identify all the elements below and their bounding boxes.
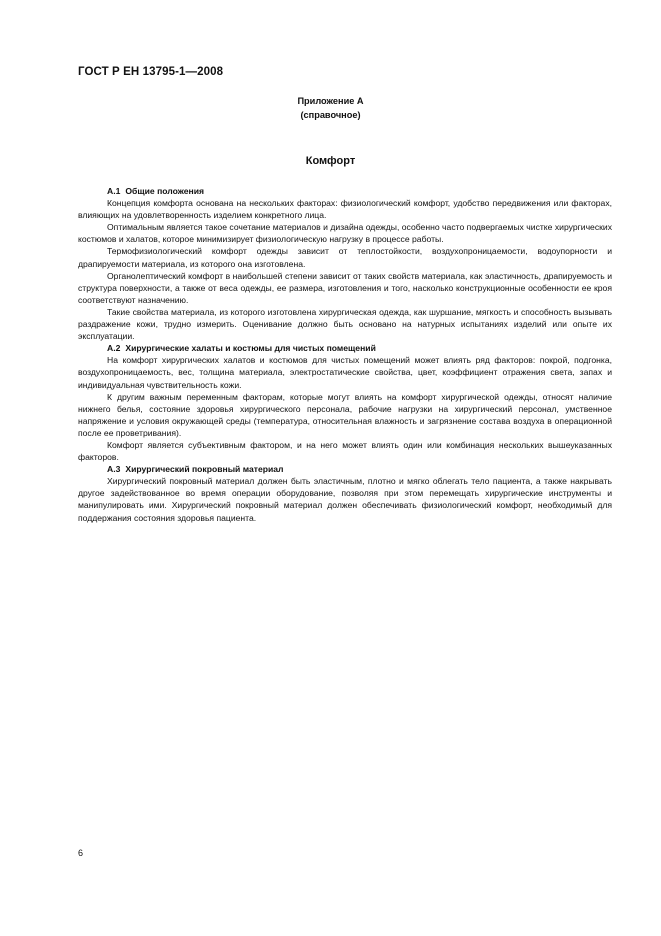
page-number: 6 [78,848,84,858]
section-heading [78,463,612,475]
paragraph: Такие свойства материала, из которого изготовлена хирургическая одежда, как шуршание, мягкость и способность вызывать раздражение кожи, трудно измерить. Оценивание должно быть основано на натурных испытаниях изделий или опыте их эксплуатации. [78,306,612,342]
section-heading [78,342,612,354]
section-heading-text: Общие положения [125,186,205,196]
paragraph: Хирургический покровный материал должен быть эластичным, плотно и мягко облегать тело пациента, а также накрывать другое задействованное во время операции оборудование, позволяя при этом перемещать хирургические инструменты и манипулировать ими. Хирургический покровный материал должен обеспечивать физиологический комфорт, необходимый для поддержания состояния здоровья пациента. [78,476,612,523]
annex-subtitle: (справочное) [300,110,361,120]
paragraph: Комфорт является субъективным фактором, и на него может влиять один или комбинация нескольких вышеуказанных факторов. [78,439,612,463]
section-number: А.3 [107,464,121,475]
section-title: Комфорт [305,155,356,167]
paragraph: Органолептический комфорт в наибольшей степени зависит от таких свойств материала, как эластичность, драпируемость и структура поверхности, а также от веса одежды, ее размера, изготовления и того, насколько конструкционные особенности ее кроя соответствуют назначению. [78,270,612,305]
paragraph: Термофизиологический комфорт одежды зависит от теплостойкости, воздухопроницаемости, водоупорности и драпируемости материала, из которого она изготовлена. [78,246,612,269]
paragraph: Оптимальным является такое сочетание материалов и дизайна одежды, особенно часто подвергаемых чистке хирургических костюмов и халатов, которое минимизирует физиологическую нагрузку в процессе работы. [78,222,612,245]
annex-heading [0,94,661,122]
section-heading-text: Хирургические халаты и костюмы для чистых помещений [125,343,376,354]
section-heading-text: Хирургический покровный материал [125,464,284,475]
paragraph: На комфорт хирургических халатов и костюмов для чистых помещений может влиять ряд факторов: покрой, подгонка, воздухопроницаемость, вес, толщина материала, электростатические свойства, цвет, коэффициент отражения света, запах и индивидуальная чувствительность кожи. [78,355,612,390]
paragraph: Концепция комфорта основана на нескольких факторах: физиологический комфорт, удобство передвижения или факторах, влияющих на удовлетворенность изделием конкретного лица. [78,198,612,221]
document-body [78,185,612,524]
section-heading [78,185,612,197]
section-number: А.1 [107,186,121,196]
annex-title: Приложение А [297,96,364,106]
document-header: ГОСТ Р ЕН 13795-1—2008 [78,66,224,78]
paragraph: К другим важным переменным факторам, которые могут влиять на комфорт хирургической одежды, относят наличие нижнего белья, состояние здоровья хирургического персонала, рабочие нагрузки на хирургический персонал, умственное напряжение и условия окружающей среды (температура, относительная влажность и загрязнение состава воздуха в операционной после ее проветривания). [78,391,612,438]
section-number: А.2 [107,343,121,354]
